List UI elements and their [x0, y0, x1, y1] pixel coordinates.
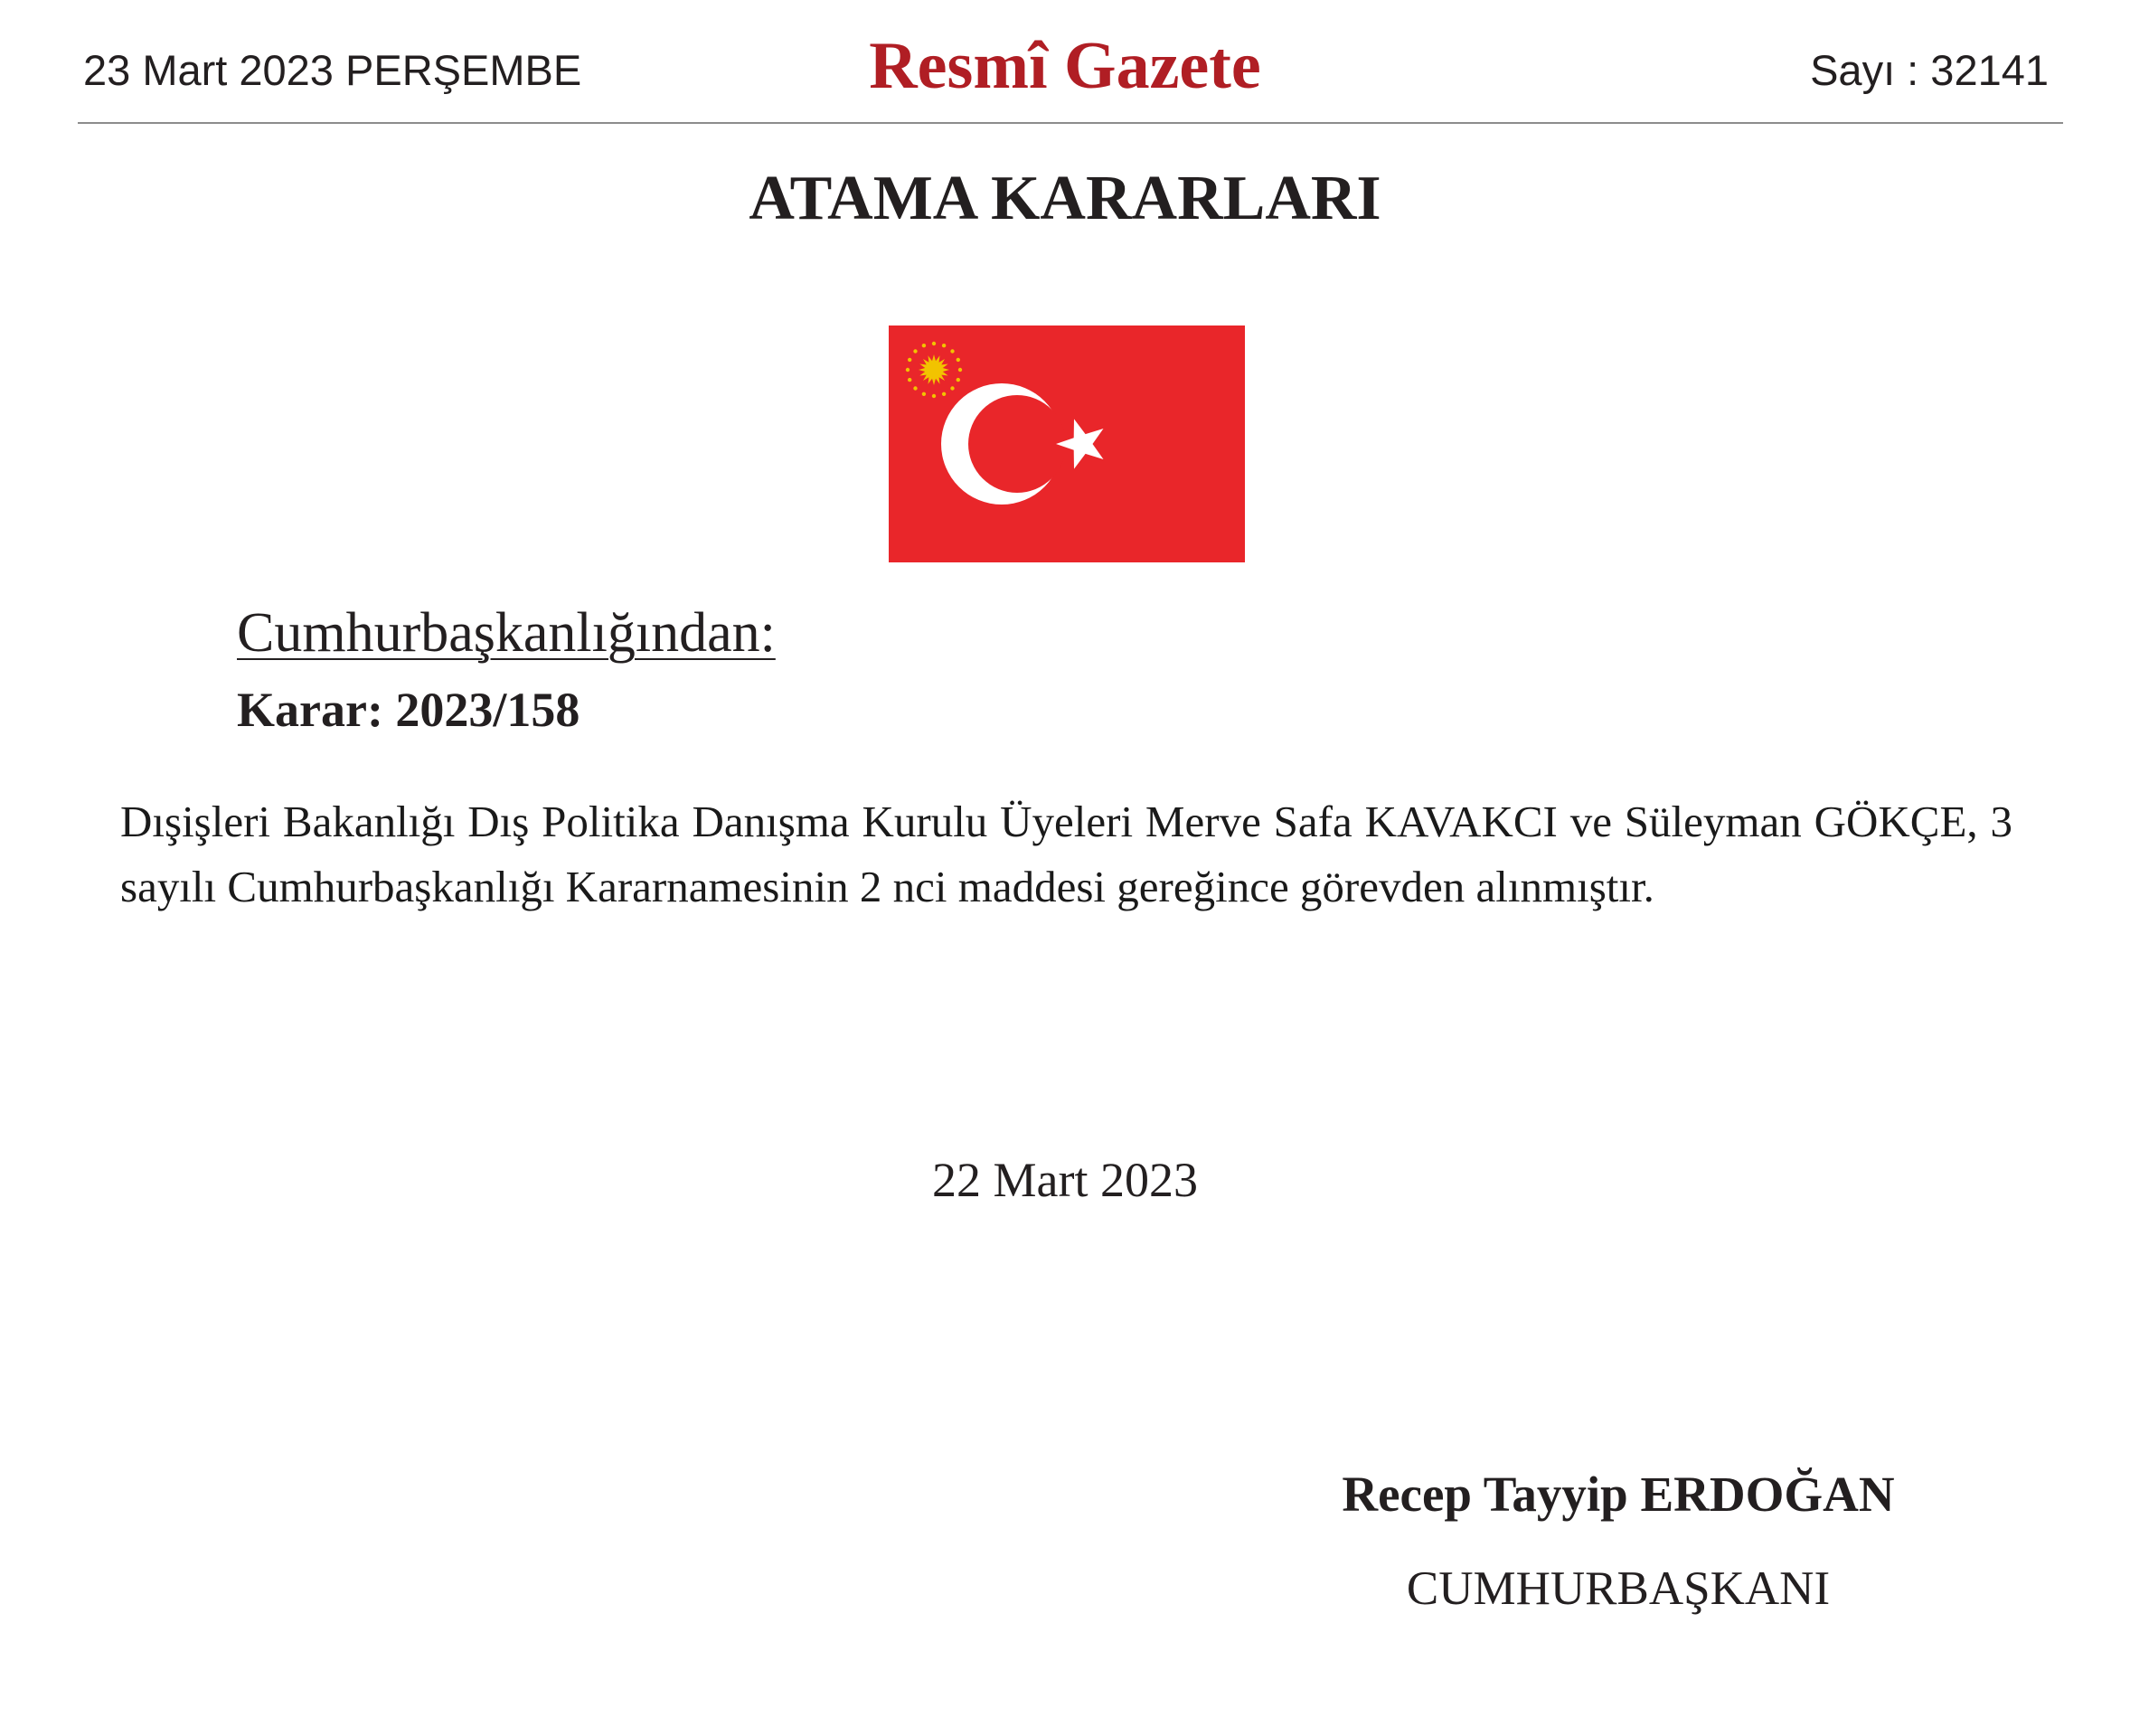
- emblem-star: [958, 368, 962, 372]
- sun-core: [927, 363, 941, 377]
- decision-number: Karar: 2023/158: [237, 683, 580, 737]
- emblem-star: [950, 386, 954, 390]
- turkish-flag-emblem: [889, 326, 1245, 562]
- signer-name: Recep Tayyip ERDOĞAN: [1342, 1467, 1895, 1522]
- emblem-star: [906, 368, 909, 372]
- publication-date: 23 Mart 2023 PERŞEMBE: [83, 46, 582, 94]
- emblem-star: [913, 386, 917, 390]
- emblem-star: [932, 394, 936, 398]
- issuing-authority: Cumhurbaşkanlığından:: [237, 602, 776, 664]
- crescent-inner: [968, 395, 1066, 493]
- emblem-star: [957, 378, 960, 382]
- emblem-star: [932, 342, 936, 345]
- emblem-star: [950, 349, 954, 353]
- emblem-star: [922, 344, 926, 347]
- section-title: ATAMA KARARLARI: [749, 164, 1381, 233]
- signer-title: CUMHURBAŞKANI: [1406, 1562, 1831, 1615]
- decision-text: Dışişleri Bakanlığı Dış Politika Danışma Kurulu Üyeleri Merve Safa KAVAKCI ve Süleyman GÖKÇE, 3 sayılı Cumhurbaşkanlığı Kararnamesinin 2 nci maddesi gereğince görevden alınmıştır.: [120, 797, 2012, 911]
- emblem-star: [913, 349, 917, 353]
- emblem-star: [942, 344, 946, 347]
- decision-date: 22 Mart 2023: [932, 1153, 1198, 1207]
- emblem-star: [922, 392, 926, 396]
- emblem-star: [942, 392, 946, 396]
- gazette-title: Resmî Gazete: [869, 29, 1261, 103]
- header-divider: [78, 122, 2063, 124]
- emblem-star: [908, 358, 911, 362]
- emblem-star: [957, 358, 960, 362]
- emblem-star: [908, 378, 911, 382]
- issue-number: Sayı : 32141: [1810, 46, 2049, 94]
